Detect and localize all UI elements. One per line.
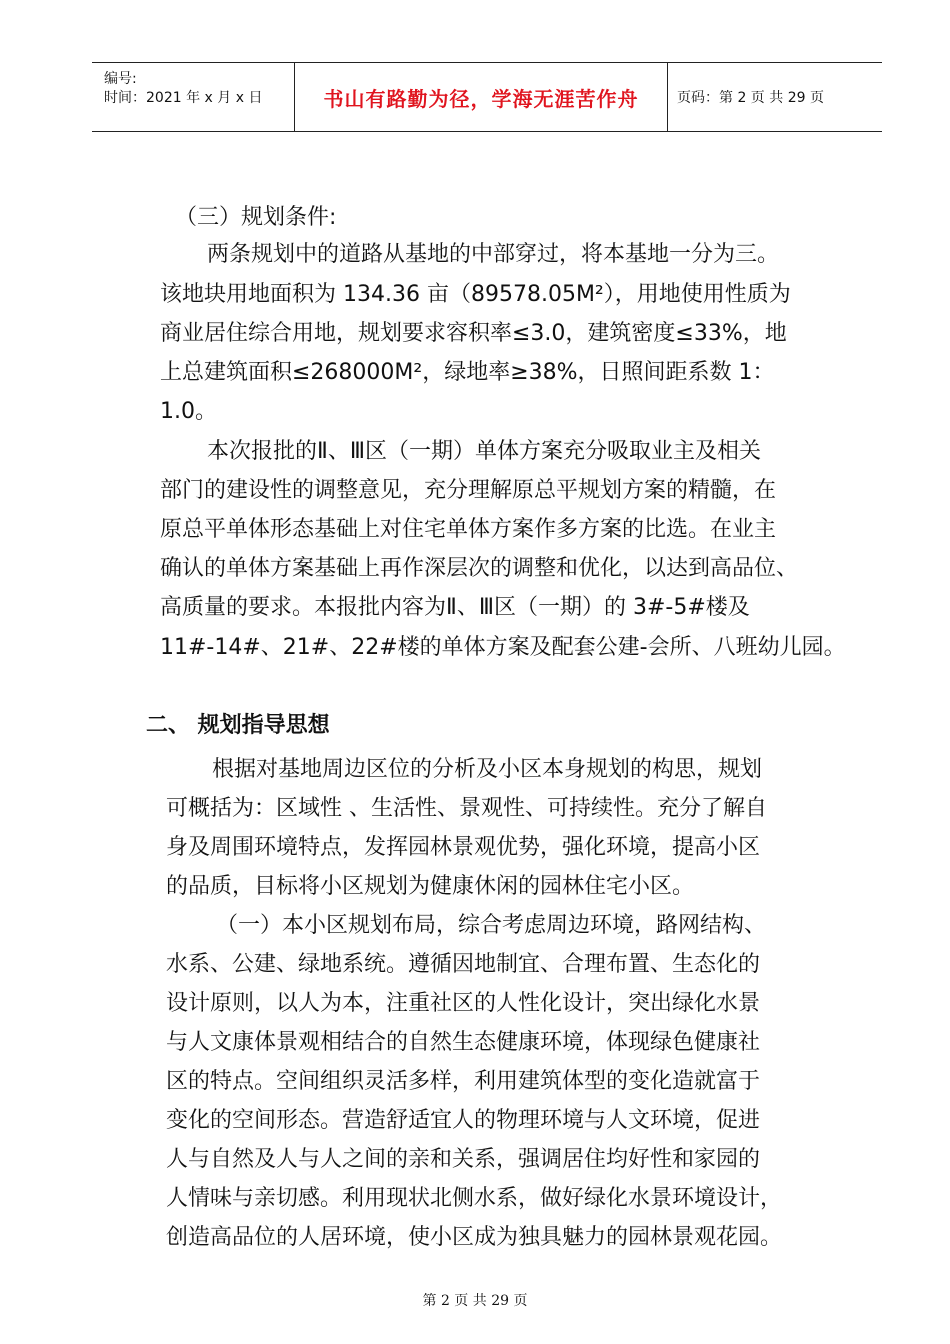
paragraph-line: 确认的单体方案基础上再作深层次的调整和优化，以达到高品位、 [160, 556, 799, 581]
paragraph-line: 水系、公建、绿地系统。遵循因地制宜、合理布置、生态化的 [166, 952, 761, 977]
paragraph-line: 两条规划中的道路从基地的中部穿过，将本基地一分为三。 [207, 242, 780, 267]
paragraph-line: 该地块用地面积为 134.36 亩（89578.05M²），用地使用性质为 [160, 282, 791, 307]
paragraph-line: （一）本小区规划布局，综合考虑周边环境，路网结构、 [216, 913, 767, 938]
paragraph-line: 原总平单体形态基础上对住宅单体方案作多方案的比选。在业主 [160, 517, 777, 542]
paragraph-line: 的品质，目标将小区规划为健康休闲的园林住宅小区。 [166, 874, 695, 899]
page-footer: 第 2 页 共 29 页 [422, 1293, 528, 1309]
motto: 书山有路勤为径，学海无涯苦作舟 [323, 86, 639, 111]
paragraph-line: 与人文康体景观相结合的自然生态健康环境，体现绿色健康社 [166, 1030, 761, 1055]
page-header [92, 62, 882, 132]
header-motto-cell [295, 63, 668, 131]
paragraph-line: 商业居住综合用地，规划要求容积率≤3.0，建筑密度≤33%，地 [160, 321, 787, 346]
paragraph-line: 根据对基地周边区位的分析及小区本身规划的构思，规划 [212, 757, 763, 782]
serial-label: 编号: [104, 71, 137, 87]
header-meta-cell [92, 63, 295, 131]
section2-heading: 二、 规划指导思想 [146, 713, 330, 738]
paragraph-line: 部门的建设性的调整意见，充分理解原总平规划方案的精髓，在 [160, 478, 777, 503]
section3-title: （三）规划条件: [175, 205, 337, 230]
header-page-cell [668, 63, 882, 131]
paragraph-line: 身及周围环境特点，发挥园林景观优势，强化环境，提高小区 [166, 835, 761, 860]
paragraph-line: 高质量的要求。本报批内容为Ⅱ、Ⅲ区（一期）的 3#-5#楼及 [160, 595, 750, 620]
paragraph-line: 人情味与亲切感。利用现状北侧水系，做好绿化水景环境设计， [166, 1186, 783, 1211]
paragraph-line: 人与自然及人与人之间的亲和关系，强调居住均好性和家园的 [166, 1147, 761, 1172]
page-info: 页码：第 2 页 共 29 页 [677, 90, 824, 106]
paragraph-line: 可概括为：区域性 、生活性、景观性、可持续性。充分了解自 [166, 796, 767, 821]
paragraph-line: 11#-14#、21#、22#楼的单体方案及配套公建-会所、八班幼儿园。 [160, 635, 846, 660]
paragraph-line: 本次报批的Ⅱ、Ⅲ区（一期）单体方案充分吸取业主及相关 [207, 439, 761, 464]
paragraph-line: 变化的空间形态。营造舒适宜人的物理环境与人文环境，促进 [166, 1108, 761, 1133]
paragraph-line: 创造高品位的人居环境，使小区成为独具魅力的园林景观花园。 [166, 1225, 783, 1250]
time-label: 时间：2021 年 x 月 x 日 [104, 90, 263, 106]
paragraph-line: 区的特点。空间组织灵活多样，利用建筑体型的变化造就富于 [166, 1069, 761, 1094]
paragraph-line: 上总建筑面积≤268000M²，绿地率≥38%，日照间距系数 1： [160, 360, 775, 385]
paragraph-line: 设计原则，以人为本，注重社区的人性化设计，突出绿化水景 [166, 991, 761, 1016]
paragraph-line: 1.0。 [160, 399, 217, 424]
